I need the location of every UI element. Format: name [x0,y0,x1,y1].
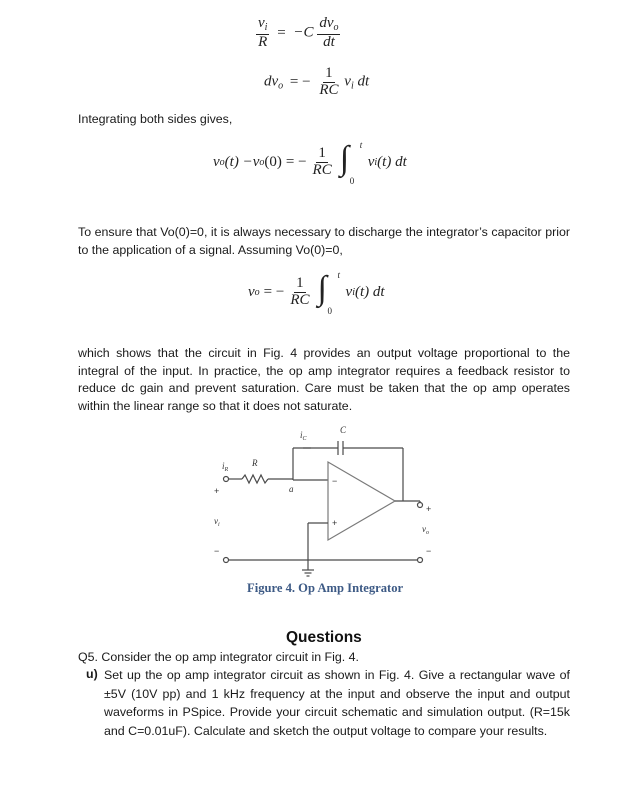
equation-2: $dv_o$ = − $\frac{1}{RC}$ $v_i$ dt [264,65,370,98]
eq1-lhs-fraction: $\frac{v_i}{R}$ [258,15,268,50]
eq4-integral: ∫ t 0 [317,270,341,316]
input-terminal-bottom [224,558,229,563]
equation-4: v o = − $\frac{1}{RC}$ ∫ t 0 v i (t) dt [248,270,385,316]
output-minus-sign: − [426,546,432,556]
eq1-rhs-fraction: $\frac{dv_o}{dt}$ [319,15,339,50]
opamp-plus-sign: + [332,518,338,528]
opamp-minus-sign: − [332,476,338,486]
equation-3: v o (t) − v o (0) = − $\frac{1}{RC}$ ∫ t 0 v i (t) dt [213,140,407,186]
output-terminal-bottom [418,558,423,563]
which-shows-paragraph: which shows that the circuit in Fig. 4 provides an output voltage proportional to the integral of the input. In practice, the op amp integrator requires a feedback resistor to reduce dc gain and prevent saturation. Care must be taken that the op amp operates within the linear range so that it does not saturate. [78,346,570,413]
figure-caption: Figure 4. Op Amp Integrator [247,581,404,595]
input-plus-sign: + [214,486,220,496]
eq3-fraction: $\frac{1}{RC}$ [312,144,332,178]
eq2-fraction: $\frac{1}{RC}$ [319,65,339,98]
question-part-u-text: Set up the op amp integrator circuit as shown in Fig. 4. Give a rectangular wave of ±5V (10V pp) and 1 kHz frequency at the input and observe the input and output waveforms in PSpice. Provide your circuit schematic and simulation output. (R=15k and C=0.01uF). Calculate and sketch the output voltage to compare your results. [104,668,570,738]
resistor-r [242,475,268,483]
label-c: C [340,425,347,435]
integrating-text: Integrating both sides gives, [78,112,233,126]
label-vo: $v_o$ [422,524,429,536]
output-plus-sign: + [426,504,432,514]
label-r: R [252,458,258,468]
input-terminal-top [224,477,229,482]
label-ic: $i_C$ [300,430,307,442]
question-5: Q5. Consider the op amp integrator circuit in Fig. 4. [78,650,359,664]
output-terminal-top [418,503,423,508]
equation-1: $\frac{v_i}{R}$ = −C $\frac{dv_o}{dt}$ [258,15,339,50]
eq4-fraction: $\frac{1}{RC}$ [290,274,310,308]
eq3-integral: ∫ t 0 [339,140,363,186]
label-ir: $i_R$ [222,461,229,473]
questions-heading: Questions [286,629,362,646]
label-vi: $v_i$ [214,516,220,528]
input-minus-sign: − [214,546,220,556]
ensure-paragraph: To ensure that Vo(0)=0, it is always necessary to discharge the integrator’s capacitor prior to the application of a signal. Assuming Vo(0)=0, [78,225,570,257]
question-part-u-label: u) [86,667,98,681]
op-amp-triangle [328,462,395,540]
label-a: a [289,484,294,494]
op-amp-integrator-figure [190,420,450,585]
